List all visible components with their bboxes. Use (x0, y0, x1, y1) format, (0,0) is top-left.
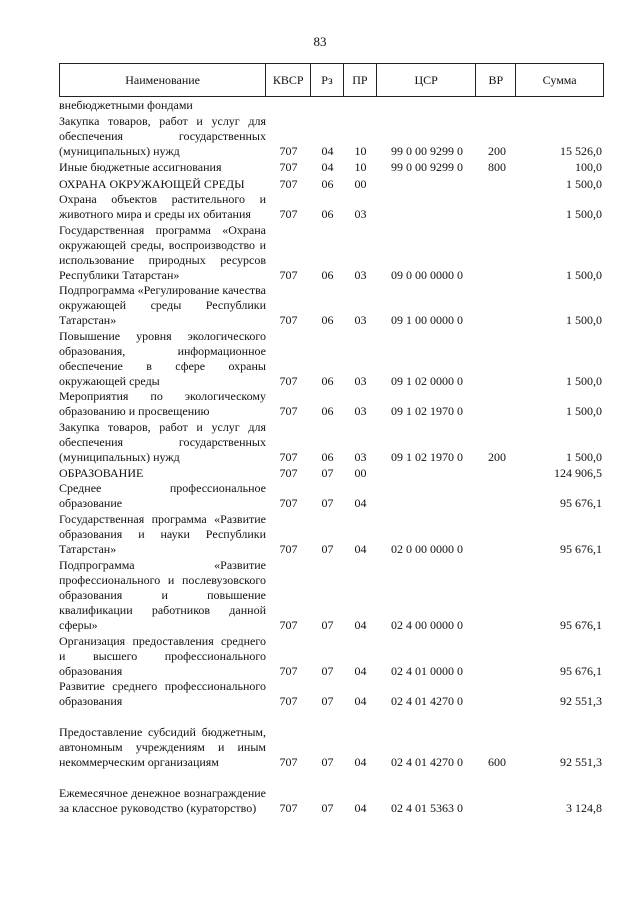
header-vr: ВР (476, 64, 516, 96)
cell-pr: 10 (354, 144, 367, 158)
cell-kvsr: 707 (279, 450, 298, 464)
cell-csr: 02 4 00 0000 0 (391, 618, 463, 632)
table-row (59, 328, 604, 389)
cell-kvsr: 707 (279, 177, 298, 191)
cell-rz: 06 (321, 404, 334, 418)
header-sum: Сумма (542, 72, 577, 87)
table-row (59, 175, 604, 192)
header-kvsr: КВСР (266, 64, 311, 96)
cell-rz: 07 (321, 618, 334, 632)
table-row (59, 389, 604, 419)
cell-name: Закупка товаров, работ и услуг для обеспечения государственных (муниципальных) нужд (59, 114, 266, 158)
cell-rz: 06 (321, 313, 334, 327)
cell-pr: 04 (354, 694, 367, 708)
table-row (59, 222, 604, 283)
table-body (59, 98, 604, 816)
cell-kvsr: 707 (279, 542, 298, 556)
header-rz: Рз (311, 64, 344, 96)
cell-rz: 07 (321, 664, 334, 678)
cell-kvsr: 707 (279, 618, 298, 632)
cell-pr: 04 (354, 664, 367, 678)
cell-kvsr: 707 (279, 755, 298, 769)
cell-rz: 06 (321, 268, 334, 282)
cell-sum: 1 500,0 (566, 374, 602, 388)
cell-sum: 1 500,0 (566, 313, 602, 327)
cell-sum: 1 500,0 (566, 177, 602, 191)
cell-rz: 07 (321, 542, 334, 556)
cell-vr: 200 (488, 144, 506, 158)
cell-sum: 1 500,0 (566, 268, 602, 282)
cell-name: внебюджетными фондами (59, 98, 193, 112)
cell-kvsr: 707 (279, 207, 298, 221)
cell-csr: 09 1 00 0000 0 (391, 313, 463, 327)
header-pr: ПР (344, 64, 377, 96)
table-row (59, 557, 604, 633)
table-row (59, 192, 604, 222)
cell-csr: 09 1 02 0000 0 (391, 374, 463, 388)
table-row (59, 481, 604, 511)
cell-pr: 04 (354, 755, 367, 769)
table-row (59, 709, 604, 770)
cell-rz: 07 (321, 466, 334, 480)
cell-sum: 95 676,1 (560, 496, 602, 510)
header-name: Наименование (60, 64, 266, 96)
cell-name: Закупка товаров, работ и услуг для обеспечения государственных (муниципальных) нужд (59, 420, 266, 464)
cell-csr: 09 0 00 0000 0 (391, 268, 463, 282)
table-header (59, 63, 604, 97)
cell-name: Государственная программа «Развитие образования и науки Республики Татарстан» (59, 512, 266, 556)
cell-name: Организация предоставления среднего и высшего профессионального образования (59, 634, 266, 678)
header-csr: ЦСР (377, 64, 477, 96)
cell-name: Государственная программа «Охрана окружающей среды, воспроизводство и использование природных ресурсов Республики Татарстан» (59, 223, 266, 282)
cell-sum: 3 124,8 (566, 801, 602, 815)
cell-vr: 600 (488, 755, 506, 769)
cell-pr: 10 (354, 160, 367, 174)
cell-rz: 04 (321, 144, 334, 158)
cell-rz: 07 (321, 755, 334, 769)
cell-rz: 07 (321, 694, 334, 708)
cell-kvsr: 707 (279, 374, 298, 388)
cell-csr: 02 4 01 4270 0 (391, 694, 463, 708)
cell-name: ОБРАЗОВАНИЕ (59, 466, 144, 480)
cell-pr: 04 (354, 542, 367, 556)
cell-kvsr: 707 (279, 144, 298, 158)
cell-pr: 03 (354, 207, 367, 221)
cell-sum: 95 676,1 (560, 618, 602, 632)
table-row (59, 770, 604, 816)
cell-rz: 06 (321, 374, 334, 388)
cell-name: Среднее профессиональное образование (59, 481, 266, 510)
table-row (59, 159, 604, 175)
cell-kvsr: 707 (279, 664, 298, 678)
cell-sum: 15 526,0 (560, 144, 602, 158)
cell-sum: 92 551,3 (560, 755, 602, 769)
table-row (59, 113, 604, 159)
cell-rz: 06 (321, 207, 334, 221)
cell-kvsr: 707 (279, 801, 298, 815)
cell-kvsr: 707 (279, 404, 298, 418)
cell-pr: 03 (354, 450, 367, 464)
cell-csr: 02 4 01 0000 0 (391, 664, 463, 678)
cell-name: Иные бюджетные ассигнования (59, 160, 222, 174)
table-row (59, 633, 604, 679)
cell-sum: 92 551,3 (560, 694, 602, 708)
cell-pr: 03 (354, 268, 367, 282)
cell-kvsr: 707 (279, 268, 298, 282)
cell-sum: 124 906,5 (554, 466, 602, 480)
cell-rz: 04 (321, 160, 334, 174)
cell-name: Ежемесячное денежное вознаграждение за классное руководство (кураторство) (59, 786, 266, 815)
cell-kvsr: 707 (279, 496, 298, 510)
cell-pr: 04 (354, 801, 367, 815)
cell-sum: 100,0 (575, 160, 602, 174)
cell-csr: 02 4 01 5363 0 (391, 801, 463, 815)
table-row (59, 283, 604, 328)
cell-rz: 07 (321, 496, 334, 510)
cell-kvsr: 707 (279, 694, 298, 708)
cell-csr: 09 1 02 1970 0 (391, 404, 463, 418)
table-row (59, 465, 604, 481)
cell-pr: 00 (354, 177, 367, 191)
cell-pr: 04 (354, 618, 367, 632)
cell-pr: 03 (354, 404, 367, 418)
cell-csr: 02 0 00 0000 0 (391, 542, 463, 556)
table-row (59, 98, 604, 113)
page-number: 83 (313, 34, 327, 49)
cell-pr: 00 (354, 466, 367, 480)
cell-rz: 06 (321, 450, 334, 464)
cell-kvsr: 707 (279, 160, 298, 174)
cell-pr: 04 (354, 496, 367, 510)
cell-name: Подпрограмма «Развитие профессионального и послевузовского образования и повышение квалификации работников данной сферы» (59, 558, 266, 632)
cell-csr: 02 4 01 4270 0 (391, 755, 463, 769)
cell-kvsr: 707 (279, 313, 298, 327)
cell-name: ОХРАНА ОКРУЖАЮЩЕЙ СРЕДЫ (59, 177, 245, 191)
cell-sum: 95 676,1 (560, 542, 602, 556)
cell-sum: 1 500,0 (566, 207, 602, 221)
cell-sum: 95 676,1 (560, 664, 602, 678)
cell-csr: 09 1 02 1970 0 (391, 450, 463, 464)
cell-name: Охрана объектов растительного и животного мира и среды их обитания (59, 192, 266, 221)
cell-kvsr: 707 (279, 466, 298, 480)
cell-vr: 800 (488, 160, 506, 174)
cell-vr: 200 (488, 450, 506, 464)
cell-csr: 99 0 00 9299 0 (391, 144, 463, 158)
cell-name: Повышение уровня экологического образования, информационное обеспечение в сфере охраны окружающей среды (59, 329, 266, 388)
cell-name: Развитие среднего профессионального образования (59, 679, 266, 708)
cell-name: Мероприятия по экологическому образованию и просвещению (59, 389, 266, 418)
table-row (59, 511, 604, 557)
cell-sum: 1 500,0 (566, 404, 602, 418)
cell-name: Подпрограмма «Регулирование качества окружающей среды Республики Татарстан» (59, 283, 266, 327)
table-row (59, 419, 604, 465)
cell-sum: 1 500,0 (566, 450, 602, 464)
table-row (59, 679, 604, 709)
cell-rz: 07 (321, 801, 334, 815)
cell-rz: 06 (321, 177, 334, 191)
cell-name: Предоставление субсидий бюджетным, автономным учреждениям и иным некоммерческим организациям (59, 725, 266, 769)
cell-csr: 99 0 00 9299 0 (391, 160, 463, 174)
cell-pr: 03 (354, 313, 367, 327)
cell-pr: 03 (354, 374, 367, 388)
